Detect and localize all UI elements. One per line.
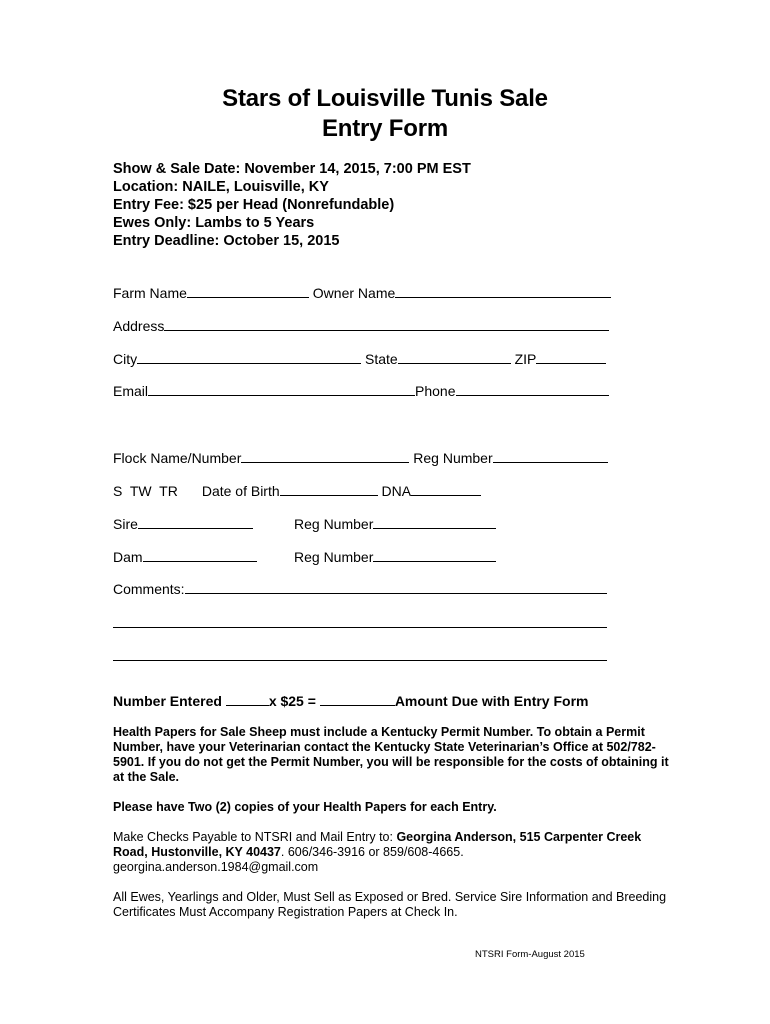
checks-phones: . 606/346-3916 or 859/608-4665. (280, 845, 464, 859)
owner-name-label: Owner Name (312, 285, 396, 301)
dam-row (113, 548, 257, 566)
reg-number-label: Reg Number (413, 450, 493, 466)
state-label: State (365, 351, 398, 367)
health-papers-note: Health Papers for Sale Sheep must include a Kentucky Permit Number. To obtain a Permit Number, have your Veterinarian contact the Kentucky State Veterinarian’s Office at 502/782-5901. If you do not get the Permit Number, you will be responsible for the costs of obtaining it at the Sale. (113, 725, 669, 784)
sale-date: Show & Sale Date: November 14, 2015, 7:00 PM EST (113, 161, 471, 177)
phone-label: Phone (415, 383, 456, 399)
location: Location: NAILE, Louisville, KY (113, 179, 329, 195)
amount-due-field[interactable] (320, 693, 395, 706)
dob-label: Date of Birth (201, 483, 280, 499)
zip-label: ZIP (514, 351, 537, 367)
address-field[interactable] (164, 318, 609, 331)
mailing-address: Georgina Anderson, 515 Carpenter Creek Road, Hustonville, KY 40437 (113, 830, 642, 859)
owner-name-field[interactable] (395, 285, 611, 298)
comments-row (113, 580, 607, 598)
address-row (113, 317, 609, 335)
dam-label: Dam (113, 549, 143, 565)
zip-field[interactable] (536, 351, 606, 364)
reg-number-field[interactable] (493, 450, 608, 463)
number-entered-label: Number Entered (113, 693, 222, 709)
dam-reg-row (294, 548, 496, 566)
city-label: City (113, 351, 138, 367)
email-phone-row (113, 382, 609, 400)
dam-reg-field[interactable] (373, 549, 496, 562)
checks-prefix: Make Checks Payable to NTSRI and Mail Entry to: (113, 830, 397, 844)
entry-fee: Entry Fee: $25 per Head (Nonrefundable) (113, 197, 395, 213)
entry-deadline: Entry Deadline: October 15, 2015 (113, 233, 340, 249)
dam-field[interactable] (143, 549, 257, 562)
form-title-line1: Stars of Louisville Tunis Sale (222, 85, 548, 112)
comments-label: Comments: (113, 581, 185, 597)
flock-reg-row (113, 449, 608, 467)
email-label: Email (113, 383, 149, 399)
dob-field[interactable] (280, 483, 378, 496)
sire-reg-field[interactable] (373, 516, 496, 529)
address-label: Address (113, 318, 165, 334)
amount-due-label: Amount Due with Entry Form (394, 693, 589, 709)
type-options[interactable]: S TW TR (113, 483, 178, 499)
dna-label: DNA (381, 483, 412, 499)
dna-field[interactable] (411, 483, 481, 496)
city-field[interactable] (137, 351, 361, 364)
comments-field-line2[interactable] (113, 627, 607, 628)
sire-row (113, 515, 253, 533)
contact-email[interactable]: georgina.anderson.1984@gmail.com (113, 860, 319, 874)
sire-reg-label: Reg Number (294, 516, 374, 532)
comments-field-line3[interactable] (113, 660, 607, 661)
checks-note (113, 830, 673, 875)
number-entered-field[interactable] (226, 693, 269, 706)
sire-reg-row (294, 515, 496, 533)
ewes-only: Ewes Only: Lambs to 5 Years (113, 215, 315, 231)
farm-owner-row (113, 284, 611, 302)
dam-reg-label: Reg Number (294, 549, 374, 565)
farm-name-label: Farm Name (113, 285, 187, 301)
flock-name-label: Flock Name/Number (113, 450, 242, 466)
flock-name-field[interactable] (241, 450, 409, 463)
ewes-exposed-note: All Ewes, Yearlings and Older, Must Sell as Exposed or Bred. Service Sire Information and Breeding Certificates Must Accompany Registration Papers at Check In. (113, 890, 667, 919)
state-field[interactable] (398, 351, 511, 364)
form-title-line2: Entry Form (321, 115, 449, 142)
city-state-zip-row (113, 350, 606, 368)
phone-field[interactable] (456, 383, 609, 396)
email-field[interactable] (148, 383, 415, 396)
copies-note: Please have Two (2) copies of your Health Papers for each Entry. (113, 800, 497, 814)
sire-field[interactable] (138, 516, 253, 529)
times-label: x $25 = (268, 693, 316, 709)
comments-field-line1[interactable] (185, 581, 607, 594)
farm-name-field[interactable] (187, 285, 309, 298)
sire-label: Sire (113, 516, 138, 532)
amount-row (113, 692, 588, 710)
type-dob-dna-row (113, 482, 481, 500)
form-footer: NTSRI Form-August 2015 (475, 949, 585, 960)
